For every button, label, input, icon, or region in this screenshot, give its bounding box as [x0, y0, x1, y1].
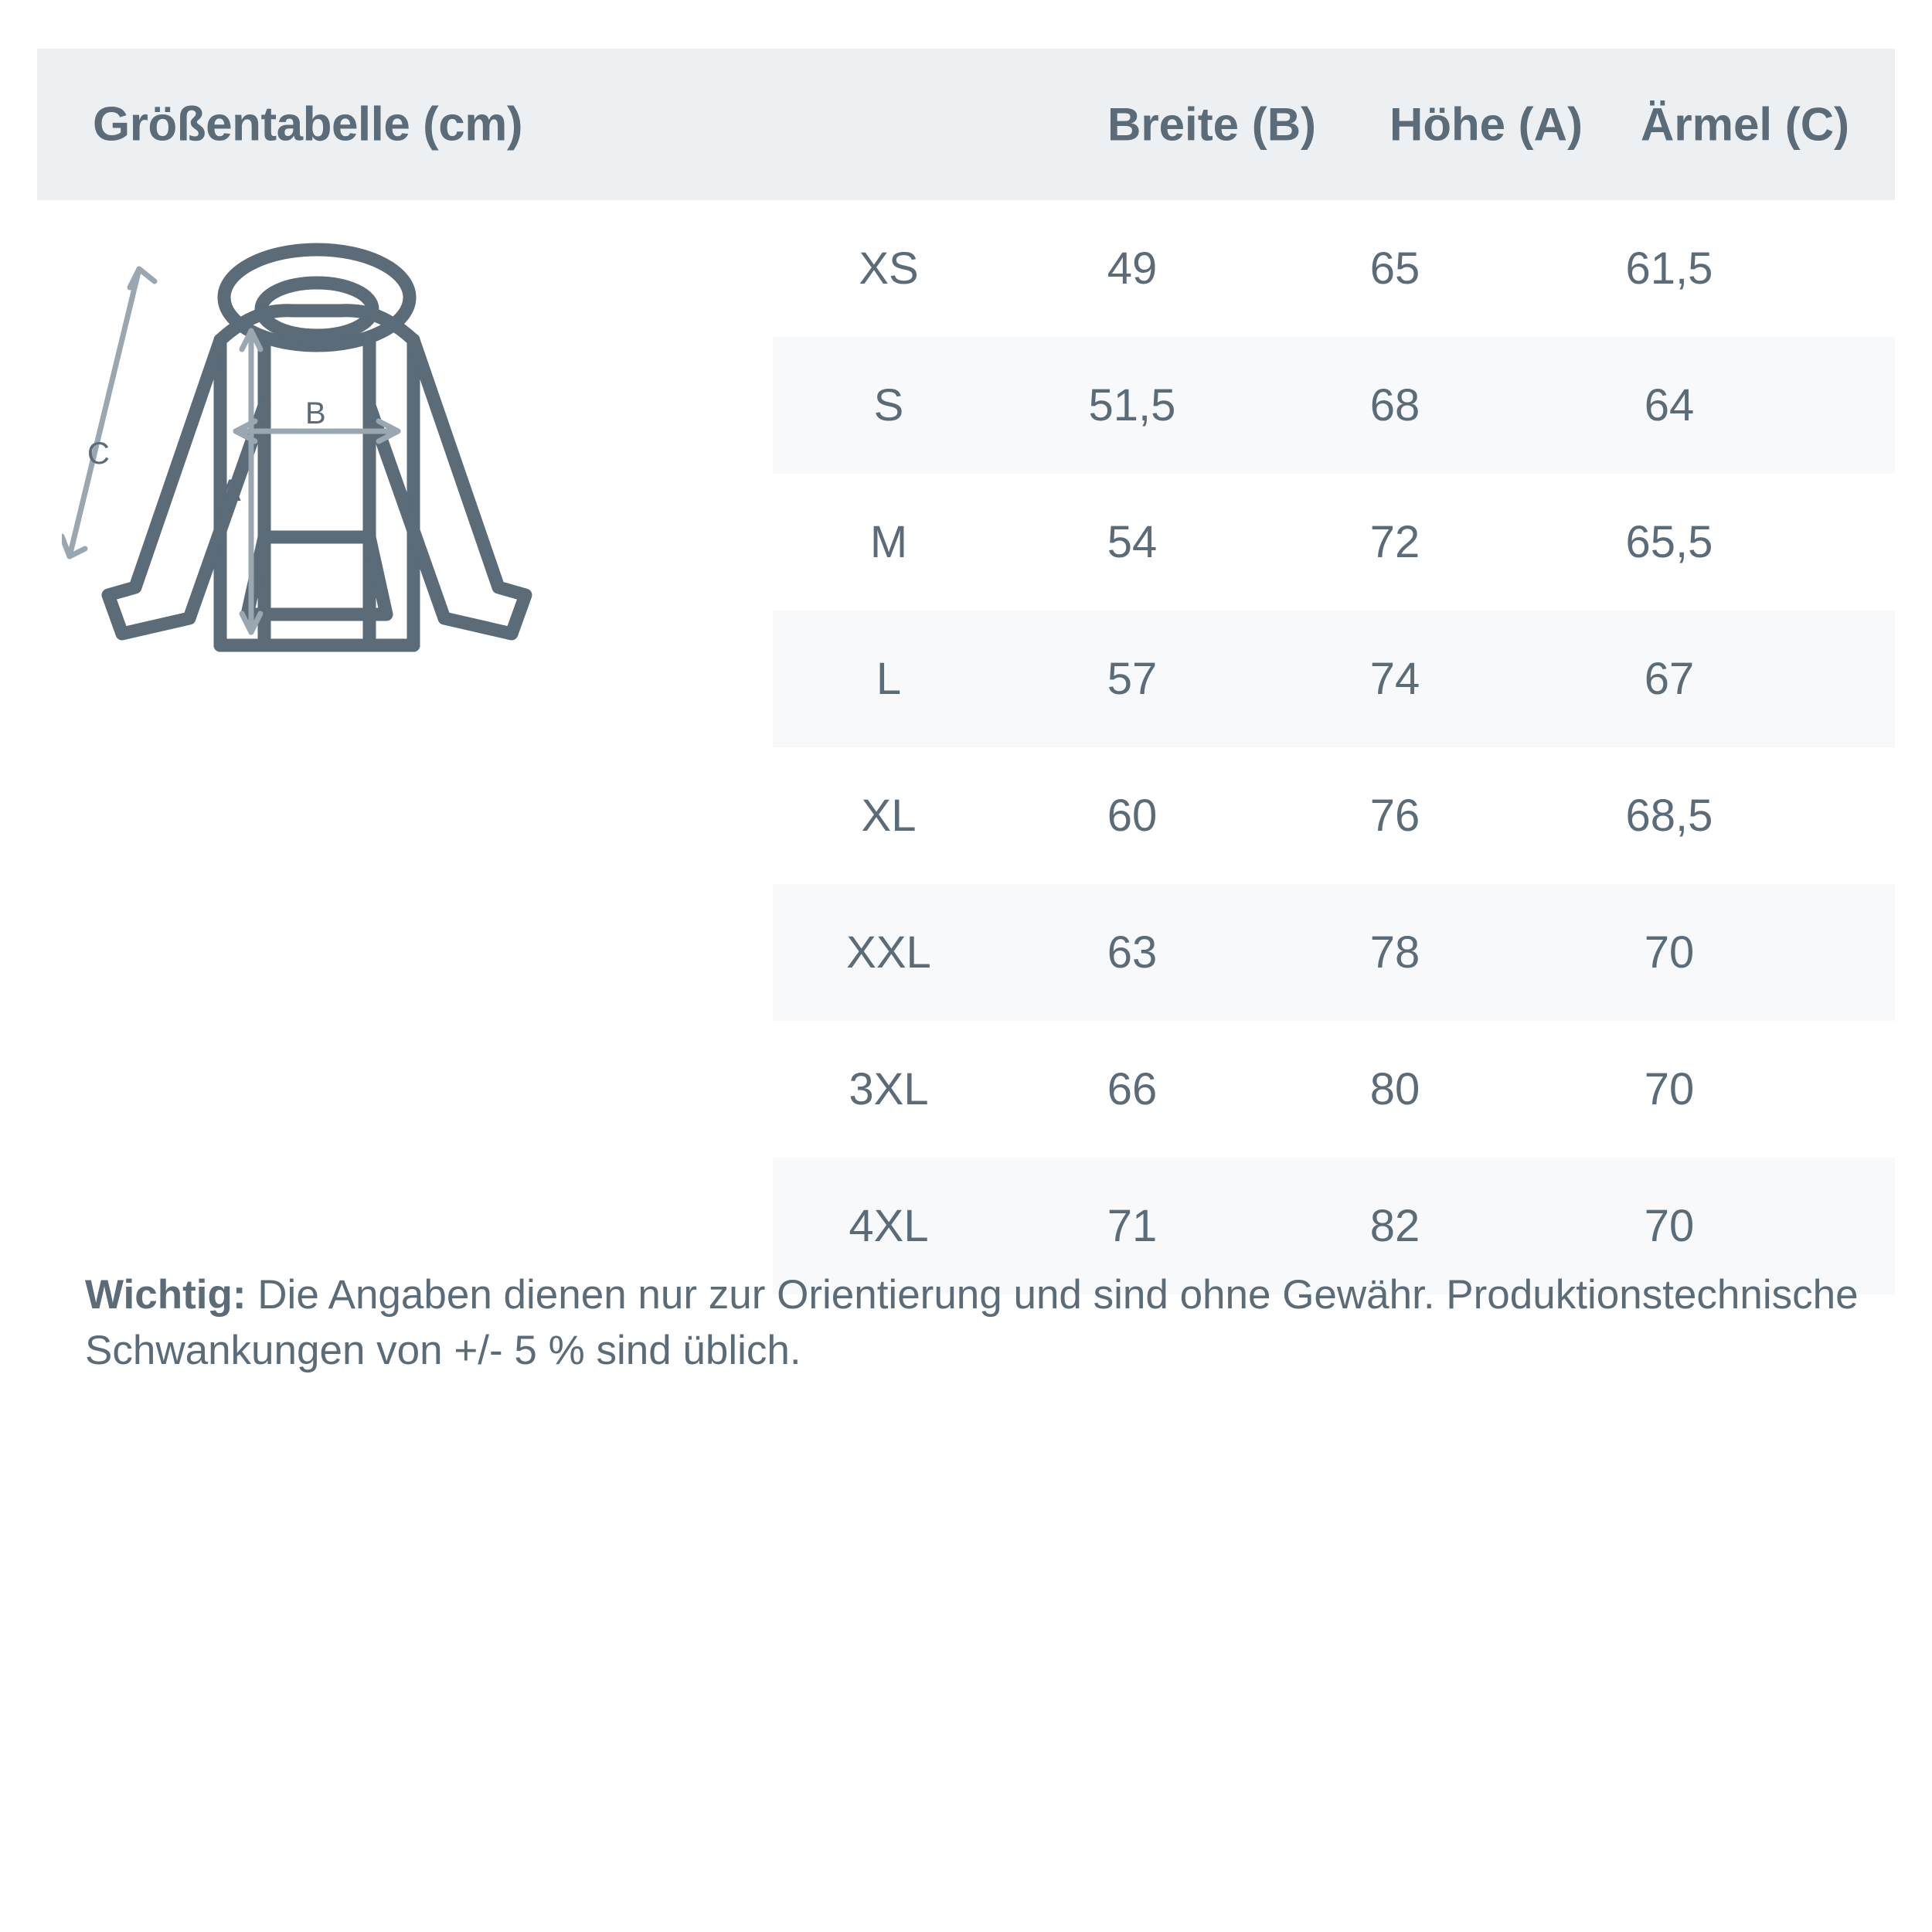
cell-height: 80: [1369, 1064, 1420, 1114]
cell-size: 4XL: [849, 1201, 929, 1251]
cell-size: XL: [861, 791, 917, 841]
illustration-label-c: C: [87, 437, 110, 471]
cell-size: XXL: [846, 927, 931, 978]
column-headers: [810, 98, 1876, 151]
cell-sleeve: 70: [1644, 1064, 1695, 1114]
cell-size: XS: [859, 243, 919, 294]
table-row: [773, 611, 1895, 747]
table-row: [773, 337, 1895, 474]
cell-sleeve: 67: [1644, 654, 1695, 704]
cell-height: 82: [1369, 1201, 1420, 1251]
column-header-height: Höhe (A): [1389, 98, 1583, 151]
illustration-label-b: B: [305, 396, 326, 430]
hoodie-measurement-illustration: [62, 224, 757, 811]
size-table: [773, 200, 1895, 1294]
cell-sleeve: 70: [1644, 927, 1695, 978]
cell-width: 63: [1107, 927, 1158, 978]
cell-height: 74: [1369, 654, 1420, 704]
cell-sleeve: 65,5: [1625, 517, 1713, 567]
table-row: [773, 1021, 1895, 1158]
cell-width: 54: [1107, 517, 1158, 567]
cell-size: L: [876, 654, 902, 704]
cell-size: M: [869, 517, 908, 567]
table-row: [773, 747, 1895, 884]
table-header-band: [37, 49, 1895, 200]
cell-sleeve: 68,5: [1625, 791, 1713, 841]
table-row: [773, 884, 1895, 1021]
column-header-width: Breite (B): [1107, 98, 1317, 151]
cell-size: 3XL: [849, 1064, 929, 1114]
page-title: Größentabelle (cm): [93, 97, 522, 151]
disclaimer-note: [85, 1267, 1862, 1378]
table-row: [773, 474, 1895, 611]
cell-width: 71: [1107, 1201, 1158, 1251]
cell-sleeve: 61,5: [1625, 243, 1713, 294]
disclaimer-label: Wichtig:: [85, 1272, 247, 1318]
cell-width: 49: [1107, 243, 1158, 294]
cell-height: 76: [1369, 791, 1420, 841]
cell-width: 51,5: [1088, 380, 1176, 430]
column-header-sleeve: Ärmel (C): [1640, 98, 1850, 151]
cell-height: 65: [1369, 243, 1420, 294]
cell-height: 78: [1369, 927, 1420, 978]
cell-size: S: [873, 380, 904, 430]
illustration-label-a: A: [220, 474, 241, 508]
cell-width: 66: [1107, 1064, 1158, 1114]
table-row: [773, 200, 1895, 337]
disclaimer-text: Die Angaben dienen nur zur Orientierung und sind ohne Gewähr. Produktionstechnische Schwankungen von +/- 5 % sind üblich.: [85, 1272, 1859, 1373]
cell-width: 57: [1107, 654, 1158, 704]
cell-sleeve: 70: [1644, 1201, 1695, 1251]
cell-sleeve: 64: [1644, 380, 1695, 430]
cell-width: 60: [1107, 791, 1158, 841]
cell-height: 72: [1369, 517, 1420, 567]
cell-height: 68: [1369, 380, 1420, 430]
